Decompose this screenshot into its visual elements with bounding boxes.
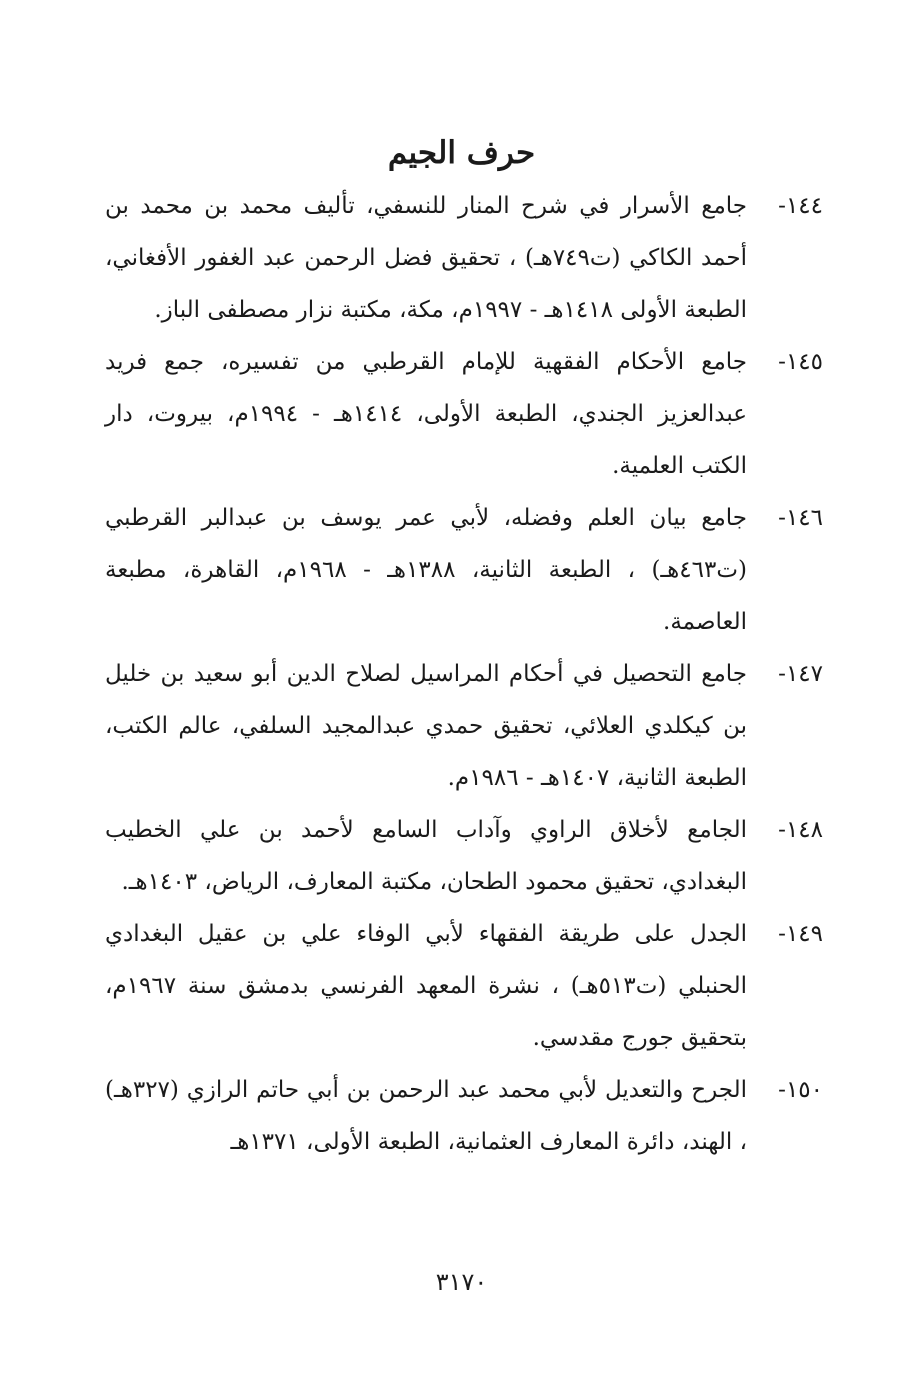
entry-text: جامع بيان العلم وفضله، لأبي عمر يوسف بن عبدالبر القرطبي (ت٤٦٣هـ) ، الطبعة الثانية، ١٣٨٨هـ - ١٩٦٨م، القاهرة، مطبعة العاصمة. [105, 505, 747, 635]
bibliography-entry [105, 492, 823, 648]
page-number: ٣١٧٠ [435, 1268, 488, 1296]
bibliography-entry [105, 804, 823, 908]
entry-number: ١٤٥- [778, 349, 823, 375]
entry-text: جامع الأحكام الفقهية للإمام القرطبي من تفسيره، جمع فريد عبدالعزيز الجندي، الطبعة الأولى، ١٤١٤هـ - ١٩٩٤م، بيروت، دار الكتب العلمية. [105, 349, 747, 479]
bibliography-entry [105, 1064, 823, 1168]
entry-number: ١٤٨- [778, 817, 823, 843]
entry-number: ١٤٧- [778, 661, 823, 687]
bibliography-entry [105, 180, 823, 336]
entry-text: الجرح والتعديل لأبي محمد عبد الرحمن بن أبي حاتم الرازي (٣٢٧هـ) ، الهند، دائرة المعارف العثمانية، الطبعة الأولى، ١٣٧١هـ [105, 1077, 747, 1155]
entry-text: جامع التحصيل في أحكام المراسيل لصلاح الدين أبو سعيد بن خليل بن كيكلدي العلائي، تحقيق حمدي عبدالمجيد السلفي، عالم الكتب، الطبعة الثانية، ١٤٠٧هـ - ١٩٨٦م. [105, 661, 747, 791]
bibliography-entry [105, 908, 823, 1064]
entry-number: ١٥٠- [778, 1077, 823, 1103]
entry-text: الجامع لأخلاق الراوي وآداب السامع لأحمد بن علي الخطيب البغدادي، تحقيق محمود الطحان، مكتبة المعارف، الرياض، ١٤٠٣هـ. [105, 817, 747, 895]
entry-text: الجدل على طريقة الفقهاء لأبي الوفاء علي بن عقيل البغدادي الحنبلي (ت٥١٣هـ) ، نشرة المعهد الفرنسي بدمشق سنة ١٩٦٧م، بتحقيق جورج مقدسي. [105, 921, 747, 1051]
bibliography-list [105, 180, 823, 1168]
entry-text: جامع الأسرار في شرح المنار للنسفي، تأليف محمد بن محمد بن أحمد الكاكي (ت٧٤٩هـ) ، تحقيق فضل الرحمن عبد الغفور الأفغاني، الطبعة الأولى ١٤١٨هـ - ١٩٩٧م، مكة، مكتبة نزار مصطفى الباز. [105, 193, 748, 323]
section-heading: حرف الجيم [387, 135, 536, 171]
bibliography-entry [105, 648, 823, 804]
entry-number: ١٤٩- [778, 921, 823, 947]
entry-number: ١٤٦- [778, 505, 823, 531]
entry-number: ١٤٤- [778, 193, 823, 219]
bibliography-entry [105, 336, 823, 492]
